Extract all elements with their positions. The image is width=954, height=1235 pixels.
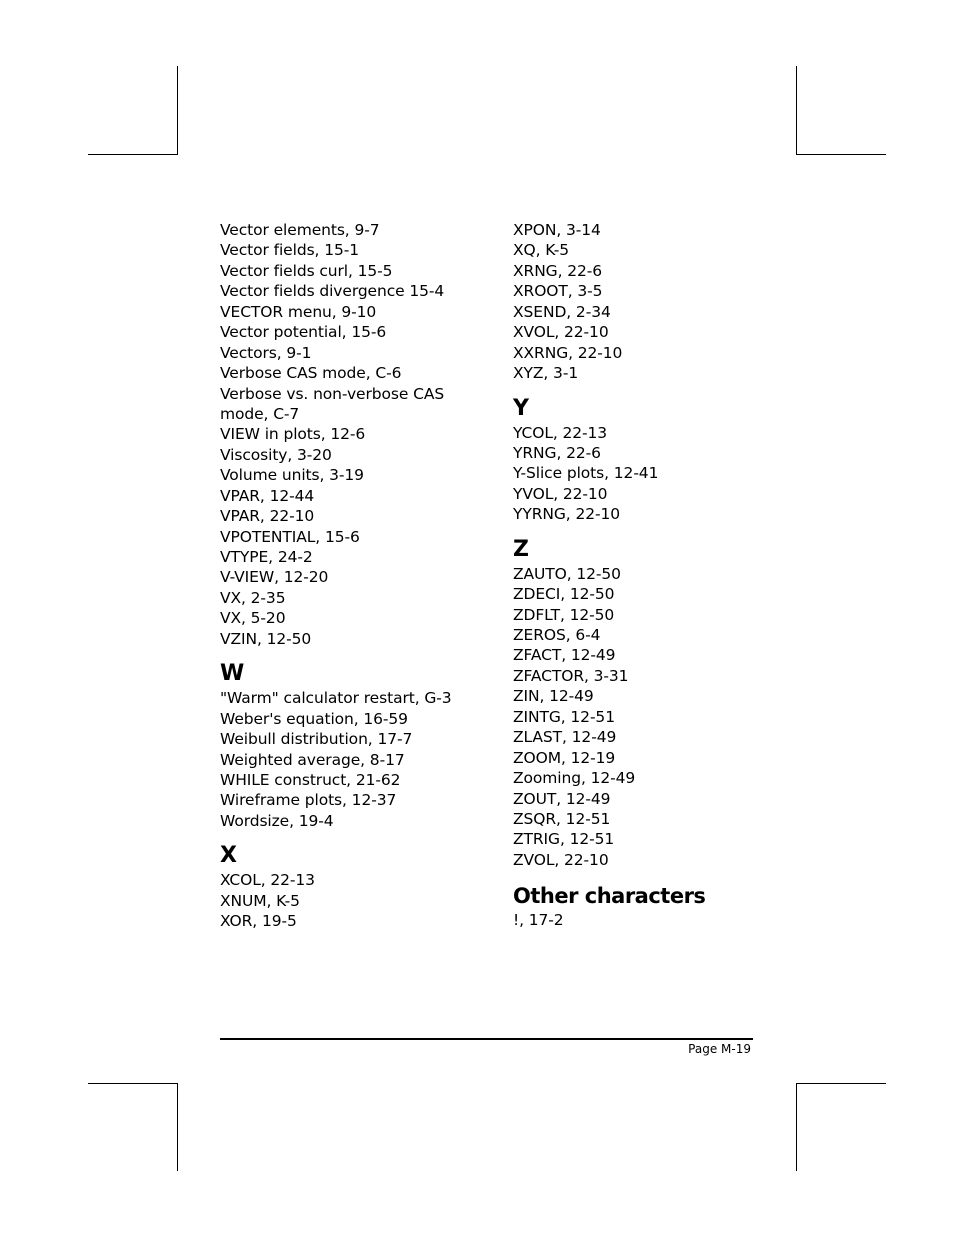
index-group-other [513, 910, 705, 930]
index-entry: Verbose CAS mode, C-6 [220, 364, 402, 383]
section-heading-z: Z [513, 536, 529, 562]
index-entry: XCOL, 22-13 [220, 871, 315, 890]
crop-mark [796, 154, 886, 155]
index-entry: Y-Slice plots, 12-41 [513, 464, 659, 483]
index-entry: Vectors, 9-1 [220, 343, 312, 362]
index-entry: Vector potential, 15-6 [220, 323, 387, 342]
crop-mark [177, 66, 178, 154]
index-entry: XNUM, K-5 [220, 891, 300, 910]
index-entry: YYRNG, 22-10 [513, 505, 621, 524]
index-group-y [513, 423, 705, 525]
crop-mark [796, 66, 797, 154]
index-entry: ZOUT, 12-49 [513, 789, 611, 808]
index-entry: ZDECI, 12-50 [513, 585, 615, 604]
page-number: Page M-19 [688, 1042, 751, 1056]
index-entry: XQ, K-5 [513, 241, 569, 260]
index-entry: ZAUTO, 12-50 [513, 564, 621, 583]
index-entry: Vector fields curl, 15-5 [220, 261, 393, 280]
index-entry: Zooming, 12-49 [513, 769, 636, 788]
index-group-w [220, 688, 452, 831]
index-entry: Verbose vs. non-verbose CAS mode, C-7 [220, 384, 445, 423]
index-entry: "Warm" calculator restart, G-3 [220, 689, 452, 708]
footer-rule [220, 1038, 753, 1040]
index-entry: YVOL, 22-10 [513, 484, 608, 503]
section-heading-x: X [220, 843, 237, 869]
index-entry: ZINTG, 12-51 [513, 707, 615, 726]
index-entry: VPAR, 12-44 [220, 486, 315, 505]
index-group-x [220, 870, 452, 931]
index-entry: ZLAST, 12-49 [513, 728, 617, 747]
index-column-left [220, 220, 452, 932]
index-column-right [513, 220, 705, 931]
index-entry: VTYPE, 24-2 [220, 548, 313, 567]
index-entry: XVOL, 22-10 [513, 323, 609, 342]
index-entry: XSEND, 2-34 [513, 302, 611, 321]
crop-mark [796, 1083, 797, 1171]
index-entry: ZFACT, 12-49 [513, 646, 616, 665]
index-entry: ZTRIG, 12-51 [513, 830, 615, 849]
index-entry: V-VIEW, 12-20 [220, 568, 329, 587]
index-entry: ZOOM, 12-19 [513, 748, 616, 767]
index-group-z [513, 564, 705, 871]
index-entry: VX, 2-35 [220, 588, 286, 607]
index-entry: Vector fields divergence 15-4 [220, 282, 445, 301]
index-entry: Weighted average, 8-17 [220, 750, 405, 769]
index-entry: Weibull distribution, 17-7 [220, 730, 413, 749]
index-entry: Wireframe plots, 12-37 [220, 791, 397, 810]
index-entry: VPOTENTIAL, 15-6 [220, 527, 360, 546]
index-entry: XROOT, 3-5 [513, 282, 603, 301]
index-entry: Volume units, 3-19 [220, 466, 364, 485]
index-entry: XRNG, 22-6 [513, 261, 603, 280]
index-entry: XYZ, 3-1 [513, 364, 579, 383]
index-entry: XPON, 3-14 [513, 221, 601, 239]
index-entry: WHILE construct, 21-62 [220, 770, 401, 789]
index-entry: ZIN, 12-49 [513, 687, 594, 706]
section-heading-y: Y [513, 395, 529, 421]
index-entry: VX, 5-20 [220, 609, 286, 628]
crop-mark [88, 154, 178, 155]
index-entry: VPAR, 22-10 [220, 507, 315, 526]
index-entry: XOR, 19-5 [220, 912, 297, 931]
index-entry: Vector elements, 9-7 [220, 221, 380, 239]
index-entry: ZDFLT, 12-50 [513, 605, 615, 624]
index-entry: ZSQR, 12-51 [513, 809, 611, 828]
index-entry: XXRNG, 22-10 [513, 343, 623, 362]
index-entry: ZEROS, 6-4 [513, 626, 601, 644]
index-entry: VIEW in plots, 12-6 [220, 425, 366, 444]
index-entry: VZIN, 12-50 [220, 629, 312, 648]
index-entry: ZFACTOR, 3-31 [513, 666, 629, 685]
index-entry: VECTOR menu, 9-10 [220, 302, 377, 321]
index-group-v [220, 220, 452, 649]
index-group-x-cont [513, 220, 705, 384]
section-heading-w: W [220, 661, 245, 687]
index-entry: Wordsize, 19-4 [220, 811, 334, 830]
crop-mark [88, 1083, 178, 1084]
index-entry: YCOL, 22-13 [513, 423, 608, 442]
index-entry: Vector fields, 15-1 [220, 241, 359, 260]
crop-mark [177, 1083, 178, 1171]
crop-mark [796, 1083, 886, 1084]
index-entry: Weber's equation, 16-59 [220, 709, 408, 728]
index-entry: ZVOL, 22-10 [513, 850, 609, 869]
index-entry: !, 17-2 [513, 911, 564, 930]
index-entry: YRNG, 22-6 [513, 443, 601, 462]
index-entry: Viscosity, 3-20 [220, 445, 332, 464]
section-heading-other-characters: Other characters [513, 884, 706, 909]
